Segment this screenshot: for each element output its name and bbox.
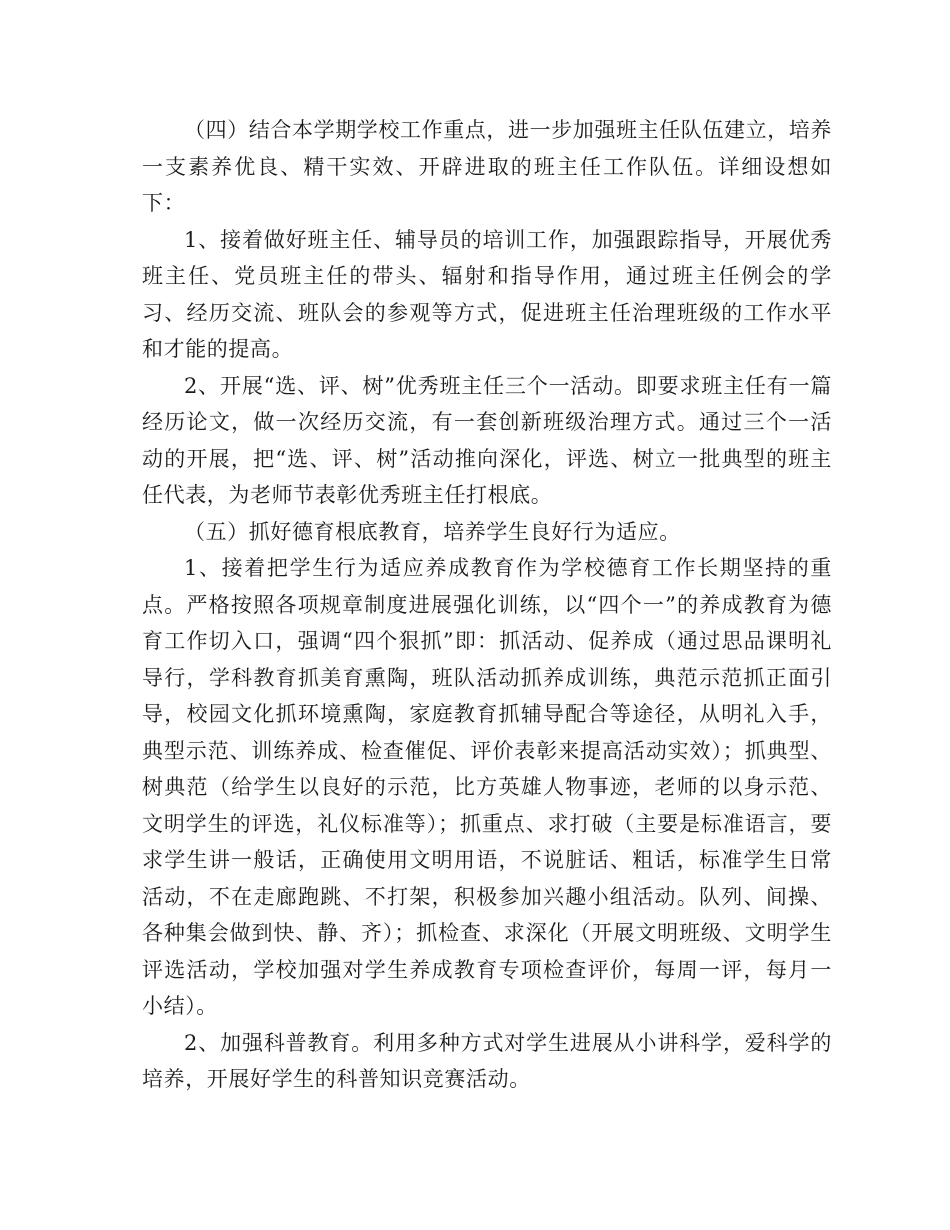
paragraph-item-select-evaluate: 2、开展“选、评、树”优秀班主任三个一活动。即要求班主任有一篇经历论文，做一次经历交流，有一套创新班级治理方式。通过三个一活动的开展，把“选、评、树”活动推向深化，评选、树立一批典型的班主任代表，为老师节表彰优秀班主任打根底。 (142, 373, 832, 507)
paragraph-section-five: （五）抓好德育根底教育，培养学生良好行为适应。 (184, 519, 681, 544)
paragraph-section-four: （四）结合本学期学校工作重点，进一步加强班主任队伍建立，培养一支素养优良、精干实效、开辟进取的班主任工作队伍。详细设想如下： (142, 118, 832, 215)
document-body (142, 112, 832, 1098)
paragraph-item-habit-education: 1、接着把学生行为适应养成教育作为学校德育工作长期坚持的重点。严格按照各项规章制度进展强化训练，以“四个一”的养成教育为德育工作切入口，强调“四个狠抓”即：抓活动、促养成（通过思品课明礼导行，学科教育抓美育熏陶，班队活动抓养成训练，典范示范抓正面引导，校园文化抓环境熏陶，家庭教育抓辅导配合等途径，从明礼入手，典型示范、训练养成、检查催促、评价表彰来提高活动实效）；抓典型、树典范（给学生以良好的示范，比方英雄人物事迹，老师的以身示范、文明学生的评选，礼仪标准等）；抓重点、求打破（主要是标准语言，要求学生讲一般话，正确使用文明用语，不说脏话、粗话，标准学生日常活动，不在走廊跑跳、不打架，积极参加兴趣小组活动。队列、间操、各种集会做到快、静、齐）；抓检查、求深化（开展文明班级、文明学生评选活动，学校加强对学生养成教育专项检查评价，每周一评，每月一小结）。 (142, 556, 832, 1018)
paragraph-item-training: 1、接着做好班主任、辅导员的培训工作，加强跟踪指导，开展优秀班主任、党员班主任的带头、辐射和指导作用，通过班主任例会的学习、经历交流、班队会的参观等方式，促进班主任治理班级的工作水平和才能的提高。 (142, 227, 832, 361)
paragraph-item-science-education: 2、加强科普教育。利用多种方式对学生进展从小讲科学，爱科学的培养，开展好学生的科普知识竞赛活动。 (142, 1030, 832, 1091)
